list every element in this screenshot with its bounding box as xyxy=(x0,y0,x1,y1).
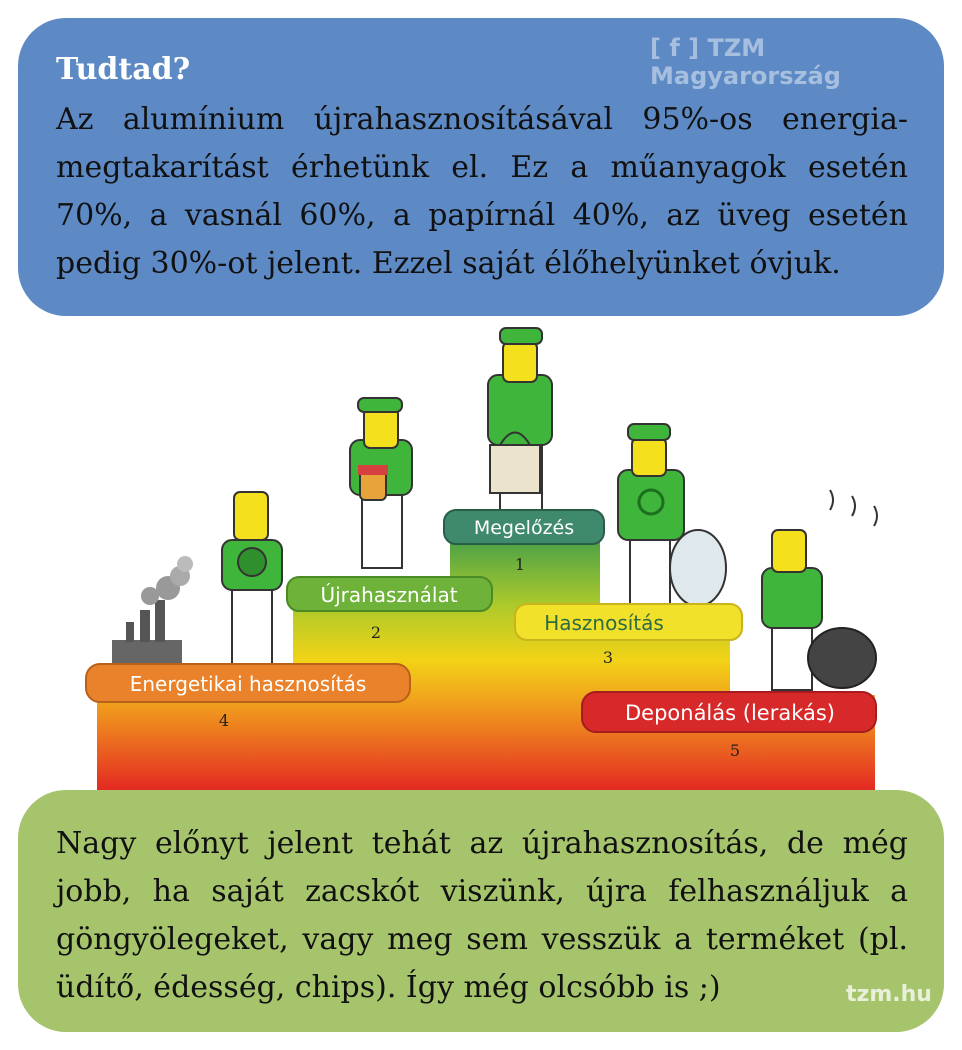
figure-5-trash xyxy=(762,490,877,690)
figure-2-jar xyxy=(350,398,412,568)
step-number: 5 xyxy=(729,741,741,760)
step-number: 1 xyxy=(514,555,526,574)
watermark-bottom: tzm.hu xyxy=(846,982,932,1007)
step-number: 3 xyxy=(602,648,614,667)
figure-3-recycle xyxy=(618,424,726,610)
podium-blocks xyxy=(97,530,875,790)
advice-text: Nagy előnyt jelent tehát az újrahasznosítás, de még jobb, ha saját zacskót viszünk, újra felhasználjuk a göngyölegeket, vagy meg sem vesszük a terméket (pl. üdítő, édesség, chips). Így még olcsóbb is ;) xyxy=(56,826,908,1005)
step-label: Újrahasználat xyxy=(320,583,458,607)
waste-hierarchy-podium xyxy=(0,320,962,795)
step-number: 4 xyxy=(218,711,230,730)
figure-1-bag xyxy=(488,328,552,530)
step-label: Deponálás (lerakás) xyxy=(624,701,836,725)
step-label: Energetikai hasznosítás xyxy=(129,672,367,696)
fact-text: Az alumínium újrahasznosításával 95%-os energia-megtakarítást érhetünk el. Ez a műanyagok esetén 70%, a vasnál 60%, a papírnál 40%, az üveg esetén pedig 30%-ot jelent. Ezzel saját élőhelyünket óvjuk. xyxy=(56,102,908,281)
figure-4-worried xyxy=(222,492,282,665)
step-label: Hasznosítás xyxy=(544,611,664,635)
step-label: Megelőzés xyxy=(473,517,575,539)
step-number: 2 xyxy=(370,623,382,642)
watermark-top: [ f ] TZM Magyarország xyxy=(650,34,841,90)
panel-heading: Tudtad? xyxy=(56,52,191,87)
factory-icon xyxy=(112,556,193,680)
